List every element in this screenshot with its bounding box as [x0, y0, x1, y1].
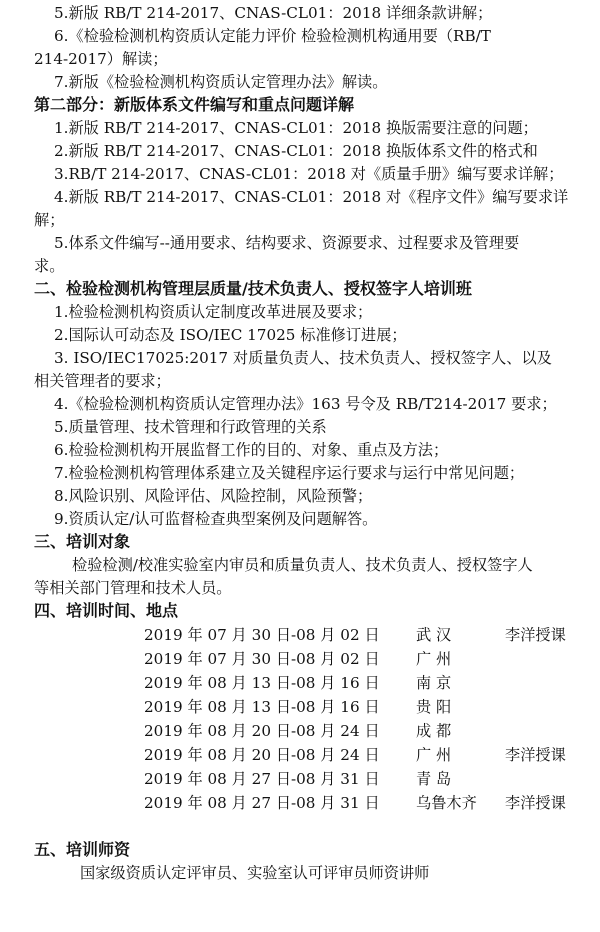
- part2-line-4-cont: 解；: [34, 211, 65, 229]
- schedule-city: 贵 阳: [416, 698, 452, 716]
- section2-line-1: 1.检验检测机构资质认定制度改革进展及要求；: [54, 303, 373, 321]
- schedule-date: 2019 年 08 月 13 日-08 月 16 日: [144, 698, 380, 716]
- schedule-row: [0, 743, 600, 767]
- section2-line-5: 5.质量管理、技术管理和行政管理的关系: [54, 418, 327, 436]
- schedule-row: [0, 767, 600, 791]
- section2-line-3-cont: 相关管理者的要求；: [34, 372, 171, 390]
- part2-line-4: 4.新版 RB/T 214-2017、CNAS-CL01：2018 对《程序文件》编写要求详: [54, 188, 569, 206]
- schedule-city: 青 岛: [416, 770, 452, 788]
- schedule-city: 广 州: [416, 650, 452, 668]
- section2-line-4: 4.《检验检测机构资质认定管理办法》163 号令及 RB/T214-2017 要求；: [54, 395, 557, 413]
- section2-line-3: 3. ISO/IEC17025:2017 对质量负责人、技术负责人、授权签字人、以及: [54, 349, 552, 367]
- part2-heading: 第二部分：新版体系文件编写和重点问题详解: [34, 95, 355, 114]
- part1-line-6-cont: 214-2017）解读；: [34, 50, 168, 68]
- schedule-teacher: 李洋授课: [505, 746, 566, 764]
- part2-line-1: 1.新版 RB/T 214-2017、CNAS-CL01：2018 换版需要注意的问题；: [54, 119, 538, 137]
- part1-line-5: 5.新版 RB/T 214-2017、CNAS-CL01：2018 详细条款讲解；: [54, 4, 493, 22]
- schedule-city: 乌鲁木齐: [416, 794, 477, 812]
- section2-line-8: 8.风险识别、风险评估、风险控制，风险预警；: [54, 487, 373, 505]
- section2-line-2: 2.国际认可动态及 ISO/IEC 17025 标准修订进展；: [54, 326, 407, 344]
- schedule-row: [0, 647, 600, 671]
- schedule-city: 武 汉: [416, 626, 452, 644]
- schedule-city: 广 州: [416, 746, 452, 764]
- part2-line-3: 3.RB/T 214-2017、CNAS-CL01：2018 对《质量手册》编写要求详解；: [54, 165, 564, 183]
- schedule-date: 2019 年 08 月 20 日-08 月 24 日: [144, 722, 380, 740]
- schedule-date: 2019 年 08 月 27 日-08 月 31 日: [144, 794, 380, 812]
- schedule-date: 2019 年 07 月 30 日-08 月 02 日: [144, 650, 380, 668]
- section2-heading: 二、检验检测机构管理层质量/技术负责人、授权签字人培训班: [34, 279, 472, 298]
- part1-line-7: 7.新版《检验检测机构资质认定管理办法》解读。: [54, 73, 388, 91]
- section4-heading: 四、培训时间、地点: [34, 601, 179, 620]
- schedule-row: [0, 791, 600, 815]
- schedule-row: [0, 671, 600, 695]
- part2-line-5: 5.体系文件编写--通用要求、结构要求、资源要求、过程要求及管理要: [54, 234, 520, 252]
- section3-heading: 三、培训对象: [34, 532, 131, 551]
- part2-line-5-cont: 求。: [34, 257, 65, 275]
- schedule-teacher: 李洋授课: [505, 626, 566, 644]
- section3-line-1: 检验检测/校准实验室内审员和质量负责人、技术负责人、授权签字人: [72, 556, 533, 574]
- schedule-date: 2019 年 07 月 30 日-08 月 02 日: [144, 626, 380, 644]
- schedule-teacher: 李洋授课: [505, 794, 566, 812]
- schedule-date: 2019 年 08 月 13 日-08 月 16 日: [144, 674, 380, 692]
- schedule-date: 2019 年 08 月 27 日-08 月 31 日: [144, 770, 380, 788]
- part2-line-2: 2.新版 RB/T 214-2017、CNAS-CL01：2018 换版体系文件的格式和: [54, 142, 538, 160]
- schedule-date: 2019 年 08 月 20 日-08 月 24 日: [144, 746, 380, 764]
- schedule-city: 成 都: [416, 722, 452, 740]
- section2-line-9: 9.资质认定/认可监督检查典型案例及问题解答。: [54, 510, 378, 528]
- section2-line-6: 6.检验检测机构开展监督工作的目的、对象、重点及方法；: [54, 441, 449, 459]
- section2-line-7: 7.检验检测机构管理体系建立及关键程序运行要求与运行中常见问题；: [54, 464, 525, 482]
- part1-line-6: 6.《检验检测机构资质认定能力评价 检验检测机构通用要（RB/T: [54, 27, 491, 45]
- schedule-row: [0, 695, 600, 719]
- section5-line-1: 国家级资质认定评审员、实验室认可评审员师资讲师: [80, 864, 430, 882]
- schedule-city: 南 京: [416, 674, 452, 692]
- section3-line-2: 等相关部门管理和技术人员。: [34, 579, 232, 597]
- schedule-row: [0, 623, 600, 647]
- section5-heading: 五、培训师资: [34, 840, 131, 859]
- schedule-row: [0, 719, 600, 743]
